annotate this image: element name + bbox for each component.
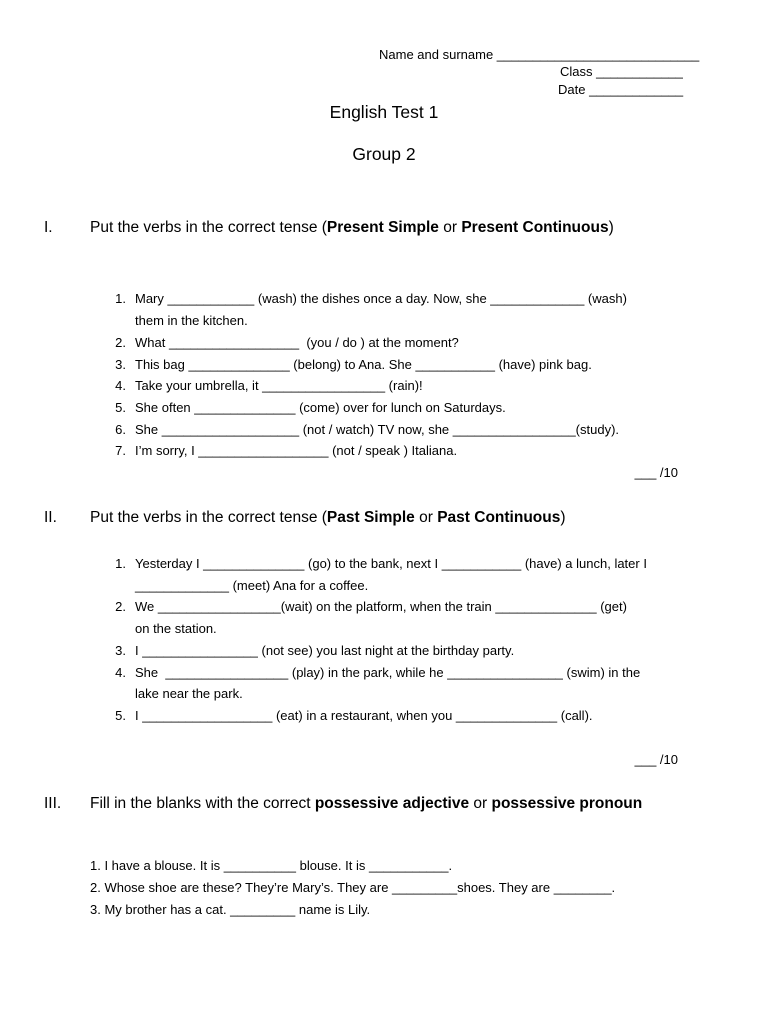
group-subtitle: Group 2 [352, 144, 416, 164]
section-1-number: I. [44, 219, 53, 236]
list-item-number: 4. [115, 378, 126, 393]
list-item-number: 5. [115, 400, 126, 415]
list-item: Take your umbrella, it _________________ (rain)! [135, 378, 423, 393]
list-item: I ________________ (not see) you last night at the birthday party. [135, 643, 515, 658]
list-item: We _________________(wait) on the platform, when the train ______________ (get) [135, 599, 627, 614]
list-item: 3. My brother has a cat. _________ name is Lily. [90, 902, 371, 917]
list-item-continuation: them in the kitchen. [135, 313, 248, 328]
list-item: This bag ______________ (belong) to Ana. She ___________ (have) pink bag. [135, 357, 592, 372]
class-field: Class ____________ [560, 64, 683, 79]
list-item-number: 5. [115, 708, 126, 723]
test-title: English Test 1 [329, 102, 439, 122]
list-item-continuation: _____________ (meet) Ana for a coffee. [135, 578, 369, 593]
list-item-number: 4. [115, 665, 126, 680]
list-item: Yesterday I ______________ (go) to the bank, next I ___________ (have) a lunch, later I [135, 556, 647, 571]
section-2-score: ___ /10 [634, 752, 678, 767]
list-item: She _________________ (play) in the park, while he ________________ (swim) in the [135, 665, 641, 680]
name-surname-field: Name and surname ____________________________ [379, 47, 700, 62]
list-item-continuation: on the station. [135, 621, 217, 636]
list-item-number: 2. [115, 335, 126, 350]
list-item-number: 2. [115, 599, 126, 614]
list-item-continuation: lake near the park. [135, 686, 243, 701]
list-item: She often ______________ (come) over for lunch on Saturdays. [135, 400, 506, 415]
list-item: 1. I have a blouse. It is __________ blouse. It is ___________. [90, 858, 453, 873]
section-1-title: Put the verbs in the correct tense (Present Simple or Present Continuous) [90, 219, 614, 236]
list-item-number: 6. [115, 422, 126, 437]
list-item: 2. Whose shoe are these? They’re Mary’s. They are _________shoes. They are ________. [90, 880, 616, 895]
section-3-title: Fill in the blanks with the correct possessive adjective or possessive pronoun [90, 795, 643, 812]
section-2-title: Put the verbs in the correct tense (Past Simple or Past Continuous) [90, 509, 566, 526]
list-item-number: 1. [115, 291, 126, 306]
list-item-number: 7. [115, 443, 126, 458]
section-1-score: ___ /10 [634, 465, 678, 480]
list-item: I’m sorry, I __________________ (not / speak ) Italiana. [135, 443, 458, 458]
section-3-number: III. [44, 795, 62, 812]
list-item-number: 3. [115, 643, 126, 658]
date-field: Date _____________ [558, 82, 684, 97]
section-2-number: II. [44, 509, 57, 526]
list-item: Mary ____________ (wash) the dishes once a day. Now, she _____________ (wash) [135, 291, 627, 306]
list-item-number: 3. [115, 357, 126, 372]
list-item: What __________________ (you / do ) at the moment? [135, 335, 459, 350]
list-item: I __________________ (eat) in a restaurant, when you ______________ (call). [135, 708, 593, 723]
list-item-number: 1. [115, 556, 126, 571]
list-item: She ___________________ (not / watch) TV now, she _________________(study). [135, 422, 620, 437]
